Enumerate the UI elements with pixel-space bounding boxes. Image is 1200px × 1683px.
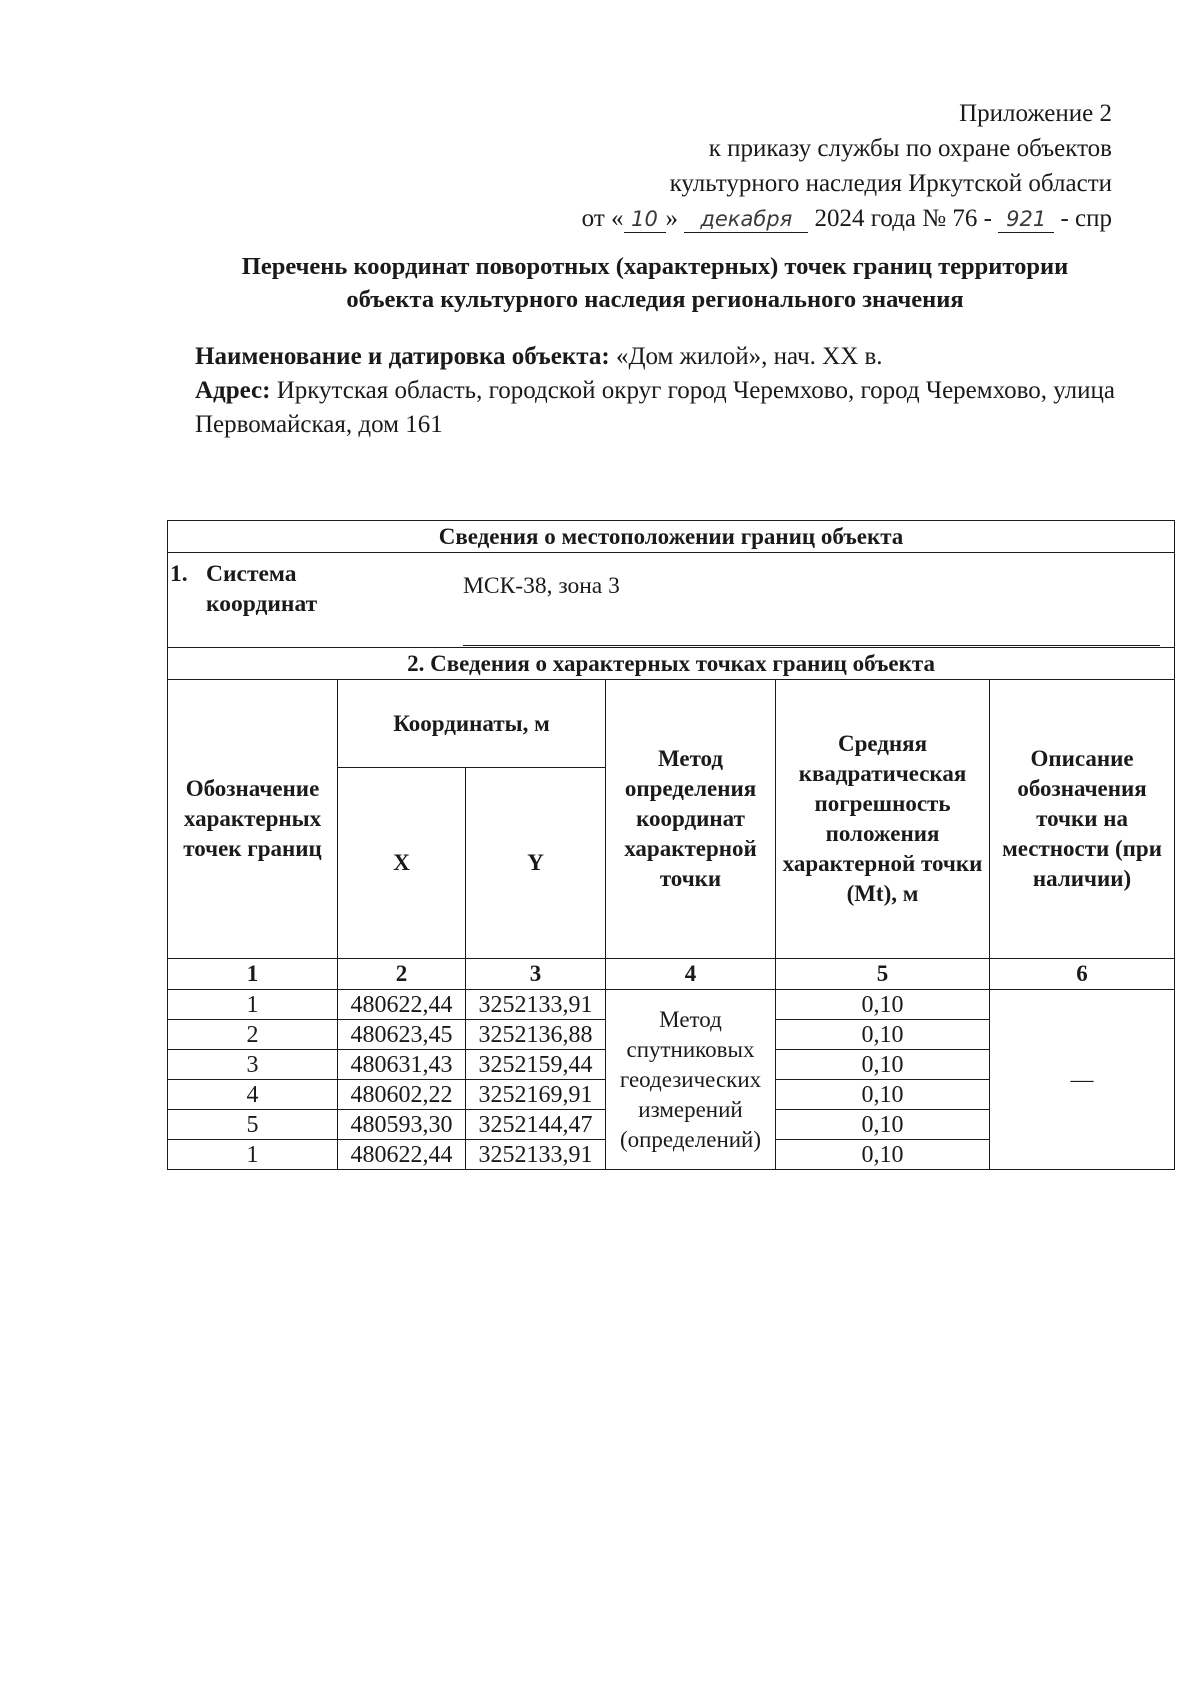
column-number: 4: [606, 959, 776, 990]
handwritten-month: декабря: [684, 206, 808, 233]
coord-x: 480623,45: [338, 1020, 466, 1050]
point-designation: 1: [168, 1140, 338, 1170]
point-designation: 5: [168, 1110, 338, 1140]
date-quote-close: »: [665, 205, 679, 232]
header-coordinates: Координаты, м: [338, 680, 606, 768]
object-address-row: [195, 374, 1180, 442]
coordinate-system-value: МСК-38, зона 3: [463, 573, 620, 599]
column-number: 1: [168, 959, 338, 990]
coord-x: 480622,44: [338, 1140, 466, 1170]
order-suffix: - спр: [1060, 205, 1112, 232]
coordinate-system-row: [168, 553, 1175, 648]
object-info: [195, 340, 1180, 442]
mean-square-error: 0,10: [776, 1080, 990, 1110]
order-year-text: 2024 года № 76 -: [814, 205, 992, 232]
header-point-designation: Обозначение характерных точек границ: [168, 680, 338, 959]
handwritten-day: 10: [624, 206, 666, 233]
mean-square-error: 0,10: [776, 990, 990, 1020]
section-1-title: Сведения о местоположении границ объекта: [168, 521, 1175, 553]
coordinate-system-label-text: Система координат: [206, 561, 318, 617]
column-number: 5: [776, 959, 990, 990]
header-y: Y: [466, 768, 606, 959]
column-number: 6: [990, 959, 1175, 990]
object-name-label: Наименование и датировка объекта:: [195, 343, 610, 370]
method-value: Метод спутниковых геодезических измерений (определений): [606, 990, 776, 1170]
header-x: X: [338, 768, 466, 959]
handwritten-order-number: 921: [998, 206, 1054, 233]
mean-square-error: 0,10: [776, 1020, 990, 1050]
coord-x: 480602,22: [338, 1080, 466, 1110]
point-designation: 2: [168, 1020, 338, 1050]
appendix-order-line: к приказу службы по охране объектов: [708, 135, 1112, 162]
description-value: —: [990, 990, 1175, 1170]
document-title-line-1: Перечень координат поворотных (характерных) точек границ территории: [241, 253, 1069, 280]
coord-y: 3252133,91: [466, 990, 606, 1020]
boundary-points-table: [167, 520, 1175, 1170]
coord-x: 480631,43: [338, 1050, 466, 1080]
point-designation: 1: [168, 990, 338, 1020]
coord-y: 3252159,44: [466, 1050, 606, 1080]
date-prefix: от «: [581, 205, 624, 232]
mean-square-error: 0,10: [776, 1050, 990, 1080]
object-address-label: Адрес:: [195, 377, 271, 404]
coord-y: 3252169,91: [466, 1080, 606, 1110]
appendix-header: [472, 96, 1112, 236]
coord-x: 480622,44: [338, 990, 466, 1020]
coordinate-system-underline: [463, 645, 1160, 646]
column-number: 3: [466, 959, 606, 990]
object-name-value: «Дом жилой», нач. XX в.: [615, 343, 883, 370]
document-title: [150, 250, 1160, 316]
appendix-date-line: [472, 201, 1112, 236]
header-mean-square-error: Средняя квадратическая погрешность положения характерной точки (Mt), м: [776, 680, 990, 959]
coord-y: 3252136,88: [466, 1020, 606, 1050]
header-description: Описание обозначения точки на местности (при наличии): [990, 680, 1175, 959]
table-row: [168, 990, 1175, 1020]
mean-square-error: 0,10: [776, 1110, 990, 1140]
object-address-value: Иркутская область, городской округ город Черемхово, город Черемхово, улица Первомайская, дом 161: [195, 377, 1115, 438]
point-designation: 3: [168, 1050, 338, 1080]
coord-y: 3252144,47: [466, 1110, 606, 1140]
coord-y: 3252133,91: [466, 1140, 606, 1170]
section-2-title: 2. Сведения о характерных точках границ объекта: [168, 648, 1175, 680]
document-title-line-2: объекта культурного наследия регионального значения: [346, 286, 964, 313]
appendix-service-line: культурного наследия Иркутской области: [669, 170, 1112, 197]
mean-square-error: 0,10: [776, 1140, 990, 1170]
object-name-row: [195, 340, 1180, 374]
coord-x: 480593,30: [338, 1110, 466, 1140]
coordinate-system-label: [170, 559, 346, 619]
header-method: Метод определения координат характерной точки: [606, 680, 776, 959]
point-designation: 4: [168, 1080, 338, 1110]
column-number: 2: [338, 959, 466, 990]
appendix-title: Приложение 2: [959, 100, 1112, 127]
coordinate-system-number: 1.: [170, 561, 188, 587]
